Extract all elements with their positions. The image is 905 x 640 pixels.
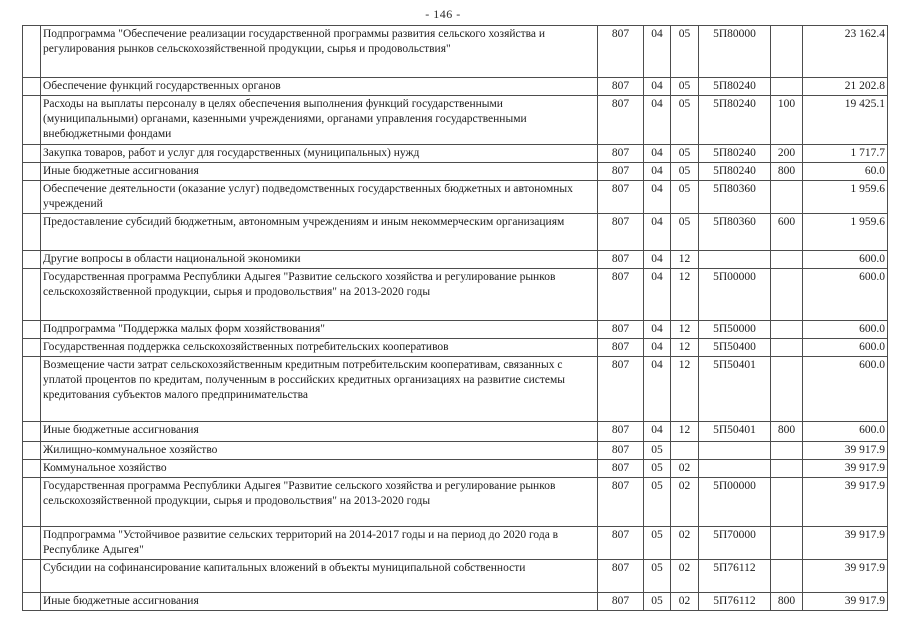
table-row: [23, 181, 888, 214]
row-target-article-cell: 5П76112: [699, 560, 771, 593]
row-expense-type-cell: [771, 181, 803, 214]
row-expense-type-cell: [771, 78, 803, 96]
row-expense-type-cell: [771, 478, 803, 527]
row-section-code-cell: 05: [644, 560, 671, 593]
row-indicator-cell: [23, 251, 41, 269]
row-indicator-cell: [23, 321, 41, 339]
row-amount-cell: 600.0: [803, 321, 888, 339]
row-grbs-code-cell: 807: [598, 163, 644, 181]
row-indicator-cell: [23, 478, 41, 527]
row-section-code-cell: 05: [644, 527, 671, 560]
row-expense-type-cell: 200: [771, 145, 803, 163]
row-subsection-code-cell: 02: [671, 478, 699, 527]
row-section-code-cell: 05: [644, 593, 671, 611]
row-amount-cell: 600.0: [803, 269, 888, 321]
budget-table-body: [23, 26, 888, 611]
row-description-cell: Государственная поддержка сельскохозяйственных потребительских кооперативов: [41, 339, 598, 357]
row-indicator-cell: [23, 26, 41, 78]
row-indicator-cell: [23, 269, 41, 321]
row-indicator-cell: [23, 214, 41, 251]
table-row: [23, 339, 888, 357]
row-section-code-cell: 04: [644, 26, 671, 78]
row-grbs-code-cell: 807: [598, 321, 644, 339]
row-subsection-code-cell: 02: [671, 593, 699, 611]
row-expense-type-cell: [771, 527, 803, 560]
row-indicator-cell: [23, 560, 41, 593]
page-number: - 146 -: [425, 7, 461, 21]
row-target-article-cell: 5П80240: [699, 145, 771, 163]
row-amount-cell: 1 717.7: [803, 145, 888, 163]
table-row: [23, 321, 888, 339]
table-row: [23, 26, 888, 78]
row-target-article-cell: [699, 251, 771, 269]
row-subsection-code-cell: 05: [671, 145, 699, 163]
row-subsection-code-cell: 02: [671, 560, 699, 593]
row-amount-cell: 600.0: [803, 422, 888, 442]
row-indicator-cell: [23, 96, 41, 145]
row-grbs-code-cell: 807: [598, 527, 644, 560]
row-section-code-cell: 04: [644, 251, 671, 269]
row-grbs-code-cell: 807: [598, 357, 644, 422]
row-subsection-code-cell: 05: [671, 26, 699, 78]
row-section-code-cell: 05: [644, 442, 671, 460]
table-row: [23, 593, 888, 611]
row-target-article-cell: 5П00000: [699, 478, 771, 527]
row-amount-cell: 39 917.9: [803, 593, 888, 611]
row-grbs-code-cell: 807: [598, 214, 644, 251]
budget-expenditures-table: [22, 25, 888, 611]
row-grbs-code-cell: 807: [598, 96, 644, 145]
row-target-article-cell: 5П80240: [699, 78, 771, 96]
row-subsection-code-cell: 12: [671, 339, 699, 357]
row-target-article-cell: 5П80240: [699, 96, 771, 145]
table-row: [23, 357, 888, 422]
row-target-article-cell: 5П50401: [699, 357, 771, 422]
row-grbs-code-cell: 807: [598, 78, 644, 96]
row-description-cell: Иные бюджетные ассигнования: [41, 593, 598, 611]
row-expense-type-cell: 800: [771, 422, 803, 442]
row-section-code-cell: 05: [644, 460, 671, 478]
row-target-article-cell: 5П70000: [699, 527, 771, 560]
row-amount-cell: 1 959.6: [803, 214, 888, 251]
row-description-cell: Иные бюджетные ассигнования: [41, 422, 598, 442]
row-description-cell: Государственная программа Республики Адыгея "Развитие сельского хозяйства и регулирование рынков сельскохозяйственной продукции, сырья и продовольствия" на 2013-2020 годы: [41, 478, 598, 527]
row-section-code-cell: 04: [644, 78, 671, 96]
row-indicator-cell: [23, 181, 41, 214]
row-section-code-cell: 04: [644, 321, 671, 339]
row-subsection-code-cell: 05: [671, 78, 699, 96]
row-indicator-cell: [23, 460, 41, 478]
row-amount-cell: 21 202.8: [803, 78, 888, 96]
row-section-code-cell: 04: [644, 163, 671, 181]
row-indicator-cell: [23, 78, 41, 96]
row-subsection-code-cell: 12: [671, 269, 699, 321]
row-amount-cell: 19 425.1: [803, 96, 888, 145]
row-description-cell: Подпрограмма "Устойчивое развитие сельских территорий на 2014-2017 годы и на период до 2020 года в Республике Адыгея": [41, 527, 598, 560]
row-amount-cell: 39 917.9: [803, 442, 888, 460]
row-grbs-code-cell: 807: [598, 26, 644, 78]
row-target-article-cell: 5П50400: [699, 339, 771, 357]
row-subsection-code-cell: 02: [671, 527, 699, 560]
row-amount-cell: 23 162.4: [803, 26, 888, 78]
row-indicator-cell: [23, 422, 41, 442]
row-expense-type-cell: [771, 26, 803, 78]
row-expense-type-cell: [771, 251, 803, 269]
table-row: [23, 560, 888, 593]
row-subsection-code-cell: 05: [671, 163, 699, 181]
row-grbs-code-cell: 807: [598, 560, 644, 593]
row-indicator-cell: [23, 593, 41, 611]
row-grbs-code-cell: 807: [598, 478, 644, 527]
row-amount-cell: 39 917.9: [803, 478, 888, 527]
row-description-cell: Возмещение части затрат сельскохозяйственным кредитным потребительским кооперативам, связанных с уплатой процентов по кредитам, полученным в российских кредитных организациях на развитие системы кредитования субъектов малого предпринимательства: [41, 357, 598, 422]
row-target-article-cell: [699, 442, 771, 460]
row-subsection-code-cell: 12: [671, 422, 699, 442]
row-target-article-cell: 5П76112: [699, 593, 771, 611]
table-row: [23, 163, 888, 181]
row-grbs-code-cell: 807: [598, 269, 644, 321]
row-subsection-code-cell: 05: [671, 214, 699, 251]
row-description-cell: Расходы на выплаты персоналу в целях обеспечения выполнения функций государственными (муниципальными) органами, казенными учреждениями, органами управления государственными внебюджетными фондами: [41, 96, 598, 145]
row-grbs-code-cell: 807: [598, 422, 644, 442]
row-description-cell: Подпрограмма "Обеспечение реализации государственной программы развития сельского хозяйства и регулирования рынков сельскохозяйственной продукции, сырья и продовольствия": [41, 26, 598, 78]
table-row: [23, 478, 888, 527]
row-target-article-cell: 5П80240: [699, 163, 771, 181]
row-amount-cell: 600.0: [803, 251, 888, 269]
table-row: [23, 214, 888, 251]
row-expense-type-cell: [771, 560, 803, 593]
row-subsection-code-cell: 12: [671, 321, 699, 339]
row-section-code-cell: 04: [644, 214, 671, 251]
row-description-cell: Коммунальное хозяйство: [41, 460, 598, 478]
row-indicator-cell: [23, 527, 41, 560]
row-expense-type-cell: [771, 269, 803, 321]
row-section-code-cell: 04: [644, 181, 671, 214]
row-section-code-cell: 04: [644, 96, 671, 145]
table-row: [23, 78, 888, 96]
row-target-article-cell: 5П80000: [699, 26, 771, 78]
row-indicator-cell: [23, 357, 41, 422]
row-indicator-cell: [23, 442, 41, 460]
row-target-article-cell: 5П80360: [699, 181, 771, 214]
row-section-code-cell: 04: [644, 339, 671, 357]
row-description-cell: Закупка товаров, работ и услуг для государственных (муниципальных) нужд: [41, 145, 598, 163]
row-target-article-cell: 5П50401: [699, 422, 771, 442]
row-section-code-cell: 04: [644, 422, 671, 442]
row-target-article-cell: 5П50000: [699, 321, 771, 339]
row-amount-cell: 60.0: [803, 163, 888, 181]
row-subsection-code-cell: 05: [671, 96, 699, 145]
row-section-code-cell: 04: [644, 269, 671, 321]
row-description-cell: Жилищно-коммунальное хозяйство: [41, 442, 598, 460]
row-description-cell: Обеспечение деятельности (оказание услуг) подведомственных государственных бюджетных и автономных учреждений: [41, 181, 598, 214]
row-indicator-cell: [23, 339, 41, 357]
row-grbs-code-cell: 807: [598, 181, 644, 214]
row-description-cell: Иные бюджетные ассигнования: [41, 163, 598, 181]
row-description-cell: Другие вопросы в области национальной экономики: [41, 251, 598, 269]
row-description-cell: Государственная программа Республики Адыгея "Развитие сельского хозяйства и регулирование рынков сельскохозяйственной продукции, сырья и продовольствия" на 2013-2020 годы: [41, 269, 598, 321]
row-target-article-cell: 5П00000: [699, 269, 771, 321]
row-expense-type-cell: [771, 357, 803, 422]
table-row: [23, 251, 888, 269]
row-grbs-code-cell: 807: [598, 460, 644, 478]
row-expense-type-cell: [771, 460, 803, 478]
row-indicator-cell: [23, 145, 41, 163]
row-subsection-code-cell: 05: [671, 181, 699, 214]
row-grbs-code-cell: 807: [598, 442, 644, 460]
row-indicator-cell: [23, 163, 41, 181]
row-expense-type-cell: 100: [771, 96, 803, 145]
table-row: [23, 442, 888, 460]
row-section-code-cell: 04: [644, 145, 671, 163]
row-subsection-code-cell: 02: [671, 460, 699, 478]
row-subsection-code-cell: 12: [671, 251, 699, 269]
table-row: [23, 527, 888, 560]
row-section-code-cell: 05: [644, 478, 671, 527]
row-amount-cell: 39 917.9: [803, 560, 888, 593]
row-expense-type-cell: [771, 321, 803, 339]
row-target-article-cell: [699, 460, 771, 478]
table-row: [23, 422, 888, 442]
row-amount-cell: 1 959.6: [803, 181, 888, 214]
row-section-code-cell: 04: [644, 357, 671, 422]
table-row: [23, 96, 888, 145]
row-expense-type-cell: 600: [771, 214, 803, 251]
row-subsection-code-cell: [671, 442, 699, 460]
row-target-article-cell: 5П80360: [699, 214, 771, 251]
row-expense-type-cell: 800: [771, 593, 803, 611]
row-description-cell: Обеспечение функций государственных органов: [41, 78, 598, 96]
row-subsection-code-cell: 12: [671, 357, 699, 422]
row-grbs-code-cell: 807: [598, 251, 644, 269]
row-grbs-code-cell: 807: [598, 593, 644, 611]
table-row: [23, 269, 888, 321]
row-expense-type-cell: [771, 339, 803, 357]
row-amount-cell: 39 917.9: [803, 527, 888, 560]
row-expense-type-cell: [771, 442, 803, 460]
row-grbs-code-cell: 807: [598, 145, 644, 163]
table-row: [23, 145, 888, 163]
row-description-cell: Предоставление субсидий бюджетным, автономным учреждениям и иным некоммерческим организациям: [41, 214, 598, 251]
row-description-cell: Субсидии на софинансирование капитальных вложений в объекты муниципальной собственности: [41, 560, 598, 593]
row-description-cell: Подпрограмма "Поддержка малых форм хозяйствования": [41, 321, 598, 339]
row-expense-type-cell: 800: [771, 163, 803, 181]
row-amount-cell: 600.0: [803, 357, 888, 422]
row-amount-cell: 600.0: [803, 339, 888, 357]
row-amount-cell: 39 917.9: [803, 460, 888, 478]
table-row: [23, 460, 888, 478]
row-grbs-code-cell: 807: [598, 339, 644, 357]
